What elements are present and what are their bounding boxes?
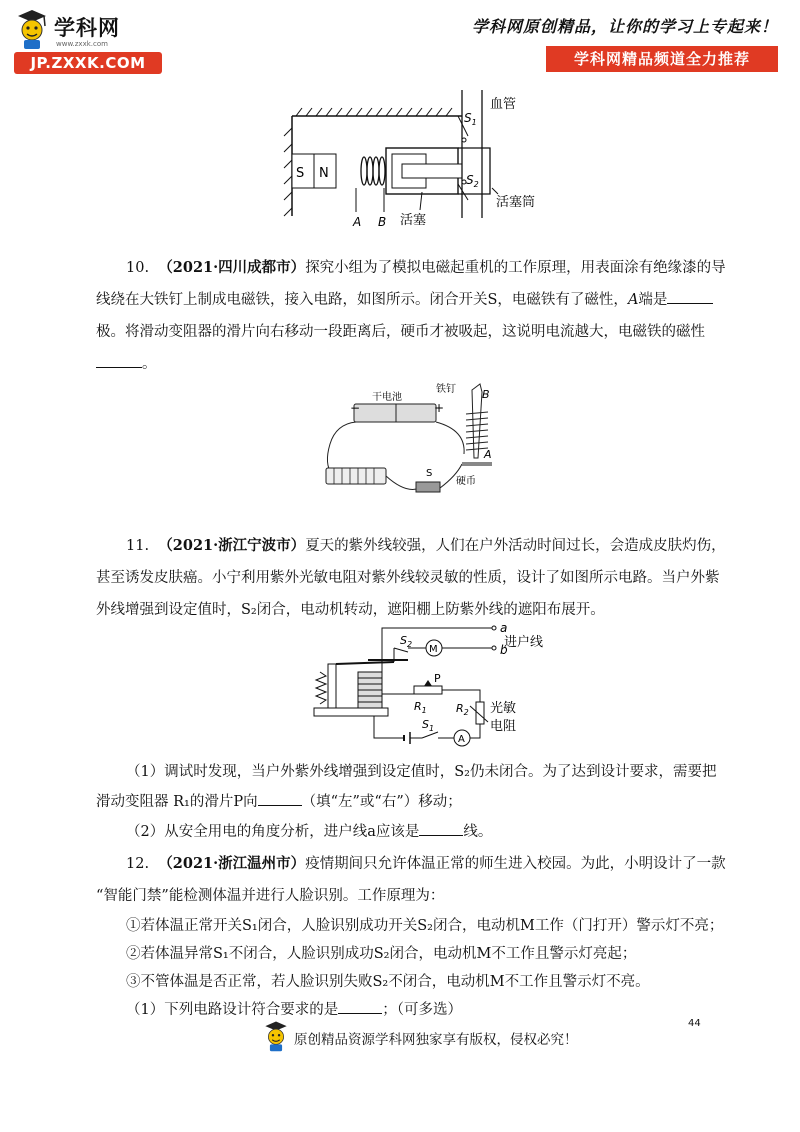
q10-line3: 极。将滑动变阻器的滑片向右移动一段距离后，硬币才被吸起，这说明电流越大，电磁铁的磁性 [96, 324, 705, 340]
q11-line1: 11. （2021·浙江宁波市）夏天的紫外线较强，人们在户外活动时间过长，会造成皮肤灼伤， [126, 537, 726, 554]
valve-s2-label: $S_2$ [466, 173, 479, 189]
q10-line1: 10. （2021·四川成都市）探究小组为了模拟电磁起重机的工作原理，用表面涂有绝缘漆的导 [126, 259, 726, 276]
q12-line1: 12. （2021·浙江温州市）疫情期间只允许体温正常的师生进入校园。为此，小明设计了一款 [126, 855, 726, 872]
q10-line2: 线绕在大铁钉上制成电磁铁，接入电路，如图所示。闭合开关S，电磁铁有了磁性，A端是 [96, 288, 713, 309]
q11-sub1-line1: （1）调试时发现，当户外紫外线增强到设定值时，S₂仍未闭合。为了达到设计要求，需要把 [126, 764, 717, 780]
battery-pack [354, 404, 436, 422]
q12-blank1 [338, 999, 382, 1014]
spring [316, 672, 326, 704]
q11-sub1-line2: 滑动变阻器 R₁的滑片P向 （填“左”或“右”）移动； [96, 790, 462, 811]
site-logo[interactable] [14, 8, 164, 74]
figure-blood-pump [282, 88, 552, 228]
nail [472, 384, 482, 458]
valve-s1-label: $S_1$ [464, 111, 477, 127]
terminal-a-label: A [353, 215, 362, 229]
r1-label: $R_1$ [414, 700, 427, 715]
coin-label: 硬币 [456, 476, 476, 487]
figure-electromagnet-circuit [316, 384, 516, 504]
coil [361, 157, 385, 185]
mascot-icon [262, 1020, 290, 1052]
logo-subtitle: www.zxxk.com [56, 40, 108, 48]
q12-source: （2021·浙江温州市） [158, 855, 306, 872]
svg-text:+: + [434, 401, 445, 415]
page-number: 44 [688, 1018, 701, 1029]
q10-blank2 [96, 353, 142, 368]
q11-line3: 外线增强到设定值时，S₂闭合，电动机转动，遮阳棚上防紫外线的遮阳布展开。 [96, 602, 605, 618]
ceiling-hatch [296, 108, 452, 116]
q12-item1: ①若体温正常开关S₁闭合，人脸识别成功开关S₂闭合，电动机M工作（门打开）警示灯不亮； [126, 918, 724, 934]
footer-copyright [262, 1020, 592, 1052]
q11-blank2 [419, 821, 463, 836]
magnet-s-label: S [296, 166, 305, 181]
mascot-icon [14, 8, 50, 50]
rheostat-r1 [414, 686, 442, 694]
nail-a-label: A [484, 448, 492, 461]
switch-s [416, 482, 440, 492]
channel-banner: 学科网精品频道全力推荐 [546, 46, 778, 72]
q10-source: （2021·四川成都市） [158, 259, 306, 276]
figure-uv-circuit [304, 621, 544, 760]
svg-text:光敏: 光敏 [490, 701, 517, 716]
vessel-label: 血管 [490, 97, 517, 112]
coin [462, 462, 492, 466]
q11-source: （2021·浙江宁波市） [158, 537, 306, 554]
copyright-text: 原创精品资源学科网独家享有版权，侵权必究！ [294, 1032, 578, 1048]
wall-hatch [284, 128, 292, 216]
q12-sub1: （1）下列电路设计符合要求的是 ；（可多选） [126, 998, 462, 1019]
q12-item2: ②若体温异常S₁不闭合，人脸识别成功S₂闭合，电动机M不工作且警示灯亮起； [126, 946, 637, 962]
logo-url-badge: JP.ZXXK.COM [14, 52, 162, 74]
terminal-b-label: B [378, 215, 387, 229]
line-in-label: 进户线 [504, 635, 544, 650]
q12-item3: ③不管体温是否正常，若人脸识别失败S₂不闭合，电动机M不工作且警示灯不亮。 [126, 974, 650, 990]
spring-post [328, 664, 336, 708]
svg-text:电阻: 电阻 [490, 719, 517, 734]
svg-text:b: b [500, 643, 508, 657]
svg-text:−: − [350, 401, 361, 415]
nail-b-label: B [482, 388, 490, 401]
svg-text:a: a [500, 621, 508, 635]
switch-s1-label: $S_1$ [422, 718, 435, 733]
nail-label: 铁钉 [436, 384, 456, 395]
logo-name: 学科网 [54, 16, 120, 40]
q12-line2: “智能门禁”能检测体温并进行人脸识别。工作原理为： [96, 888, 445, 904]
q10-blank1 [667, 289, 713, 304]
svg-text:P: P [434, 672, 441, 685]
q11-line2: 甚至诱发皮肤癌。小宁利用紫外光敏电阻对紫外线较灵敏的性质，设计了如图所示电路。当户外紫 [96, 570, 720, 586]
rheostat [326, 468, 386, 484]
base [314, 708, 388, 716]
switch-s2-label: $S_2$ [400, 634, 413, 649]
q11-blank1 [258, 791, 302, 806]
piston-label: 活塞 [400, 213, 427, 228]
cylinder-label: 活塞筒 [496, 195, 536, 210]
battery-label: 干电池 [372, 392, 402, 403]
switch-s-label: S [426, 468, 433, 479]
q11-sub2: （2）从安全用电的角度分析，进户线a应该是 线。 [126, 820, 492, 841]
r2-label: $R_2$ [456, 702, 469, 717]
svg-text:A: A [458, 734, 465, 745]
svg-text:M: M [429, 644, 438, 655]
header-slogan: 学科网原创精品，让你的学习上专起来！ [471, 17, 778, 36]
magnet-n-label: N [319, 166, 329, 181]
q10-line4: 。 [96, 352, 157, 373]
